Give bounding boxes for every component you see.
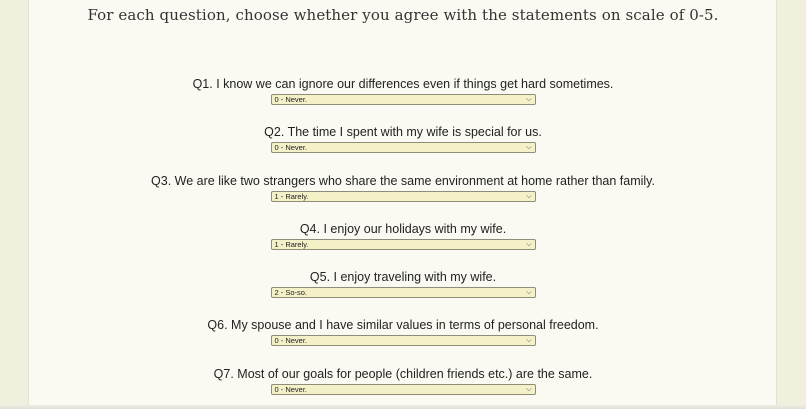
select-value: 2 - So-so. (274, 288, 308, 297)
select-value: 0 - Never. (274, 336, 308, 345)
select-value: 1 - Rarely. (274, 192, 309, 201)
answer-select-q2[interactable] (271, 142, 536, 153)
question-label: Q3. We are like two strangers who share the same environment at home rather than family. (151, 174, 655, 188)
question-4 (0, 222, 806, 255)
question-3 (0, 174, 806, 207)
question-label: Q7. Most of our goals for people (children friends etc.) are the same. (213, 367, 593, 381)
chevron-down-icon: ⌵ (526, 289, 532, 296)
question-6 (0, 318, 806, 351)
question-label: Q2. The time I spent with my wife is special for us. (264, 125, 542, 139)
select-value: 0 - Never. (274, 143, 308, 152)
select-value: 0 - Never. (274, 95, 308, 104)
chevron-down-icon: ⌵ (526, 144, 532, 151)
answer-select-q1[interactable] (271, 94, 536, 105)
question-label: Q1. I know we can ignore our differences even if things get hard sometimes. (192, 77, 614, 91)
select-value: 1 - Rarely. (274, 240, 309, 249)
instructions-text: For each question, choose whether you agree with the statements on scale of 0-5. (87, 6, 719, 24)
chevron-down-icon: ⌵ (526, 386, 532, 393)
answer-select-q4[interactable] (271, 239, 536, 250)
question-1 (0, 77, 806, 110)
question-5 (0, 270, 806, 303)
chevron-down-icon: ⌵ (526, 241, 532, 248)
question-label: Q4. I enjoy our holidays with my wife. (299, 222, 507, 236)
chevron-down-icon: ⌵ (526, 193, 532, 200)
select-value: 0 - Never. (274, 385, 308, 394)
chevron-down-icon: ⌵ (526, 337, 532, 344)
scroll-edge-shadow (0, 405, 806, 409)
answer-select-q5[interactable] (271, 287, 536, 298)
question-2 (0, 125, 806, 158)
chevron-down-icon: ⌵ (526, 96, 532, 103)
question-label: Q6. My spouse and I have similar values in terms of personal freedom. (207, 318, 599, 332)
answer-select-q3[interactable] (271, 191, 536, 202)
question-7 (0, 367, 806, 400)
question-label: Q5. I enjoy traveling with my wife. (309, 270, 497, 284)
answer-select-q7[interactable] (271, 384, 536, 395)
answer-select-q6[interactable] (271, 335, 536, 346)
